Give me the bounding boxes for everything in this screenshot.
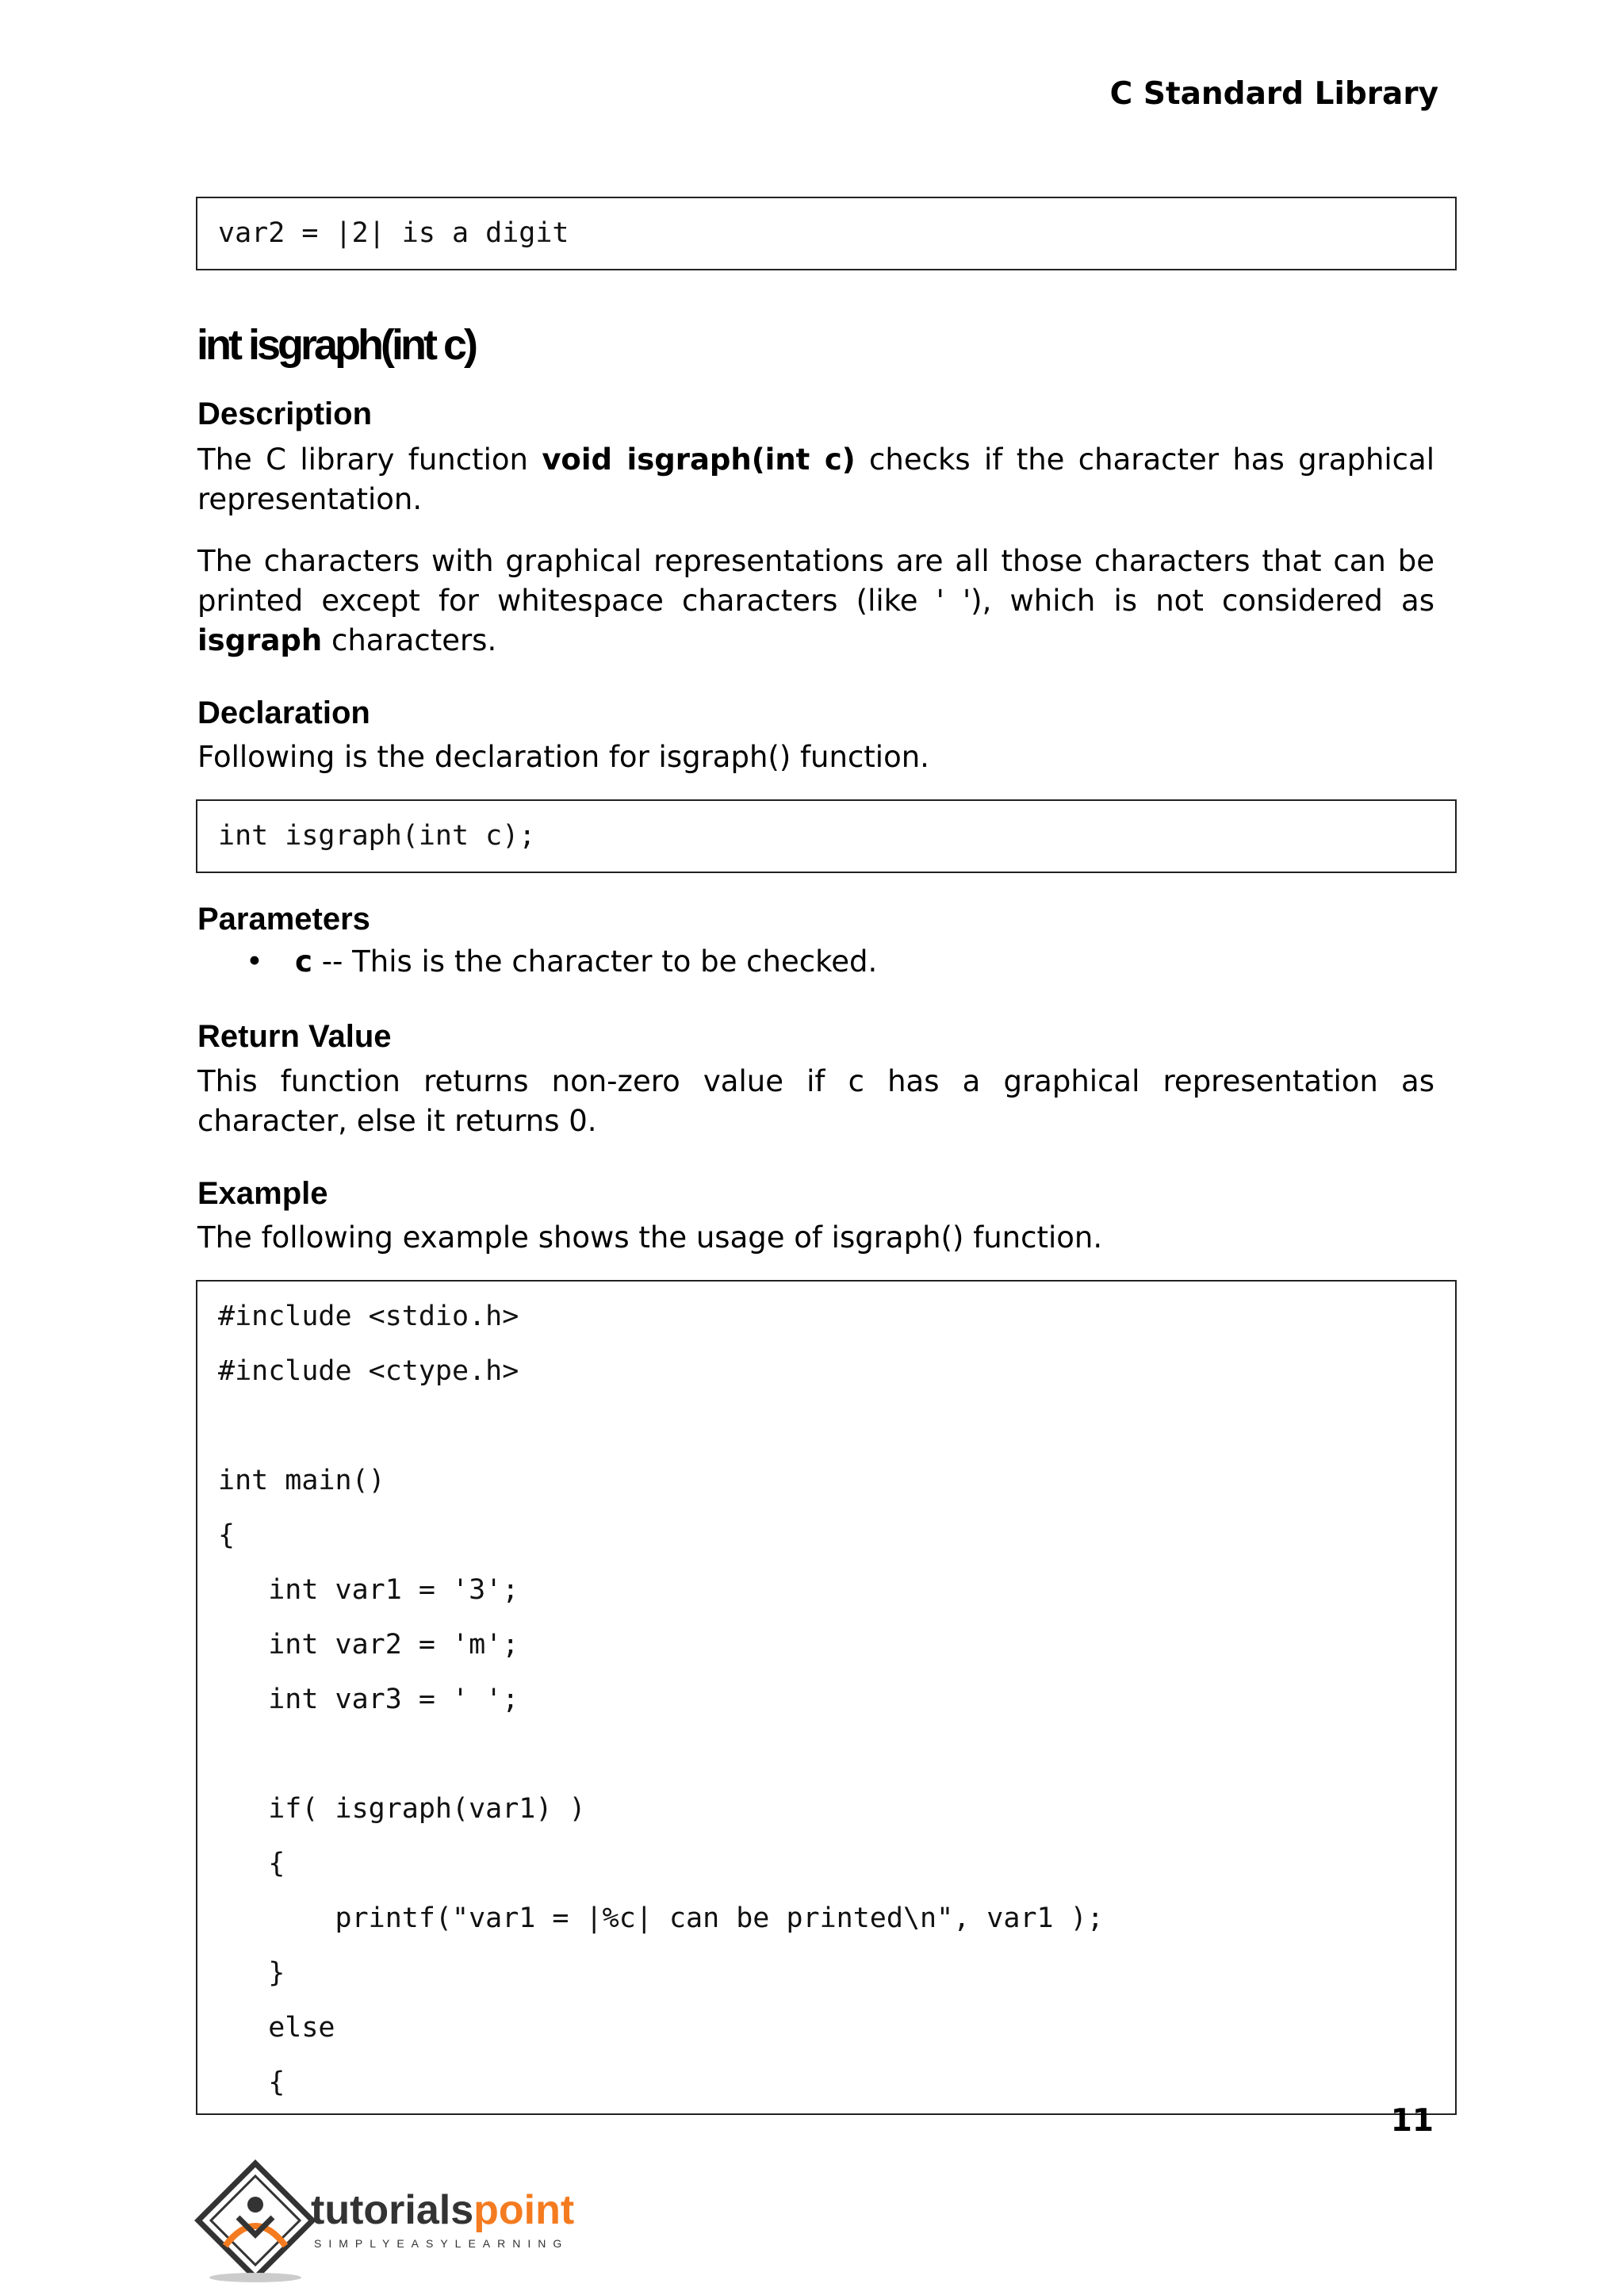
section-title: int isgraph(int c) xyxy=(197,321,475,369)
top-code-block xyxy=(196,197,1457,270)
bullet-icon: • xyxy=(246,944,263,979)
logo-emblem-icon xyxy=(198,2163,312,2282)
function-signature: void isgraph(int c) xyxy=(542,443,856,477)
code-line: { xyxy=(218,1848,285,1879)
code-line: { xyxy=(218,1519,236,1551)
description-paragraph-2: The characters with graphical representations are all those characters that can be printed except for whitespace characters (like ' '), which is not considered as isgraph characters. xyxy=(197,544,1434,657)
parameter-name: c xyxy=(295,944,312,979)
declaration-heading: Declaration xyxy=(197,695,370,730)
code-line: #include <ctype.h> xyxy=(218,1355,519,1387)
example-heading: Example xyxy=(197,1176,328,1211)
isgraph-term: isgraph xyxy=(197,623,323,657)
code-line: { xyxy=(218,2067,285,2098)
parameters-heading: Parameters xyxy=(197,902,370,937)
code-line xyxy=(197,1399,1455,1454)
code-line: int isgraph(int c); xyxy=(218,820,536,852)
return-value-text: This function returns non-zero value if c has a graphical representation as character, else it returns 0. xyxy=(197,1064,1434,1138)
return-value-heading: Return Value xyxy=(197,1019,392,1054)
code-line: if( isgraph(var1) ) xyxy=(218,1793,586,1825)
code-line: int main() xyxy=(218,1465,385,1496)
description-heading: Description xyxy=(197,397,373,431)
logo-wordmark: tutorialspoint xyxy=(311,2187,574,2233)
code-line: int var3 = ' '; xyxy=(218,1684,519,1715)
tutorialspoint-logo xyxy=(193,2159,574,2285)
logo-tagline: SIMPLYEASYLEARNING xyxy=(314,2237,569,2250)
declaration-text: Following is the declaration for isgraph() function. xyxy=(197,740,929,774)
code-line: #include <stdio.h> xyxy=(218,1301,519,1332)
running-header: C Standard Library xyxy=(1109,76,1438,112)
description-paragraph-1: The C library function void isgraph(int c) checks if the character has graphical representation. xyxy=(197,443,1434,516)
code-line xyxy=(197,1727,1455,1782)
code-line: var2 = |2| is a digit xyxy=(218,217,569,249)
code-line: int var1 = '3'; xyxy=(218,1574,519,1606)
page-number: 11 xyxy=(1390,2103,1434,2139)
example-text: The following example shows the usage of isgraph() function. xyxy=(197,1220,1103,1255)
code-line: int var2 = 'm'; xyxy=(218,1629,519,1661)
code-line: printf("var1 = |%c| can be printed\n", var1 ); xyxy=(218,1902,1104,1934)
declaration-code-block xyxy=(196,799,1457,873)
example-code-block xyxy=(196,1280,1457,2115)
code-line: } xyxy=(218,1957,285,1989)
code-line: else xyxy=(218,2012,335,2044)
